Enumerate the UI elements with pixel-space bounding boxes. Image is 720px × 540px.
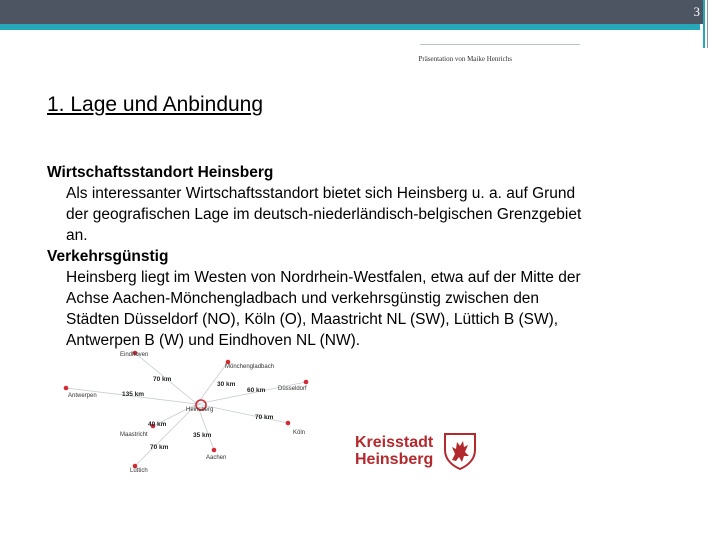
map-distance-label: 70 km xyxy=(255,414,274,421)
slide-number: 3 xyxy=(693,4,700,19)
map-distance-label: 70 km xyxy=(150,444,169,451)
map-dot-aachen xyxy=(212,448,217,453)
logo-line1: Kreisstadt xyxy=(355,434,434,451)
map-center-label: Heinsberg xyxy=(186,407,214,413)
presenter-label: Präsentation von Maike Henrichs xyxy=(418,55,512,63)
map-city-label: Antwerpen xyxy=(68,393,97,399)
map-city-label: Lüttich xyxy=(130,468,148,474)
top-bar xyxy=(0,0,704,24)
map-city-label: Eindhoven xyxy=(120,352,149,358)
map-city-label: Düsseldorf xyxy=(278,386,307,392)
map-city-label: Köln xyxy=(293,430,306,436)
map-distance-label: 135 km xyxy=(122,391,145,398)
section-line: an. xyxy=(66,227,88,244)
map-city-label: Aachen xyxy=(206,455,227,461)
slide-body xyxy=(47,162,687,350)
section-line: Als interessanter Wirtschaftsstandort bietet sich Heinsberg u. a. auf Grund xyxy=(66,185,576,202)
logo-line2: Heinsberg xyxy=(355,451,434,468)
distance-map xyxy=(60,346,340,476)
section-line: der geografischen Lage im deutsch-niederländisch-belgischen Grenzgebiet xyxy=(66,206,582,223)
map-city-label: Maastricht xyxy=(120,432,148,438)
map-distance-label: 60 km xyxy=(247,387,266,394)
map-distance-label: 70 km xyxy=(153,376,172,383)
accent-vertical-line xyxy=(703,0,705,48)
map-dot-duesseldorf xyxy=(304,380,309,385)
map-dot-koeln xyxy=(286,421,291,426)
accent-vertical-line-2 xyxy=(707,0,708,48)
section-line: Achse Aachen-Mönchengladbach und verkehrsgünstig zwischen den xyxy=(66,290,540,307)
section-heading: Verkehrsgünstig xyxy=(47,248,169,265)
header-divider xyxy=(420,44,580,45)
map-dot-antwerpen xyxy=(64,386,69,391)
accent-bar xyxy=(0,24,700,30)
map-distance-label: 40 km xyxy=(148,421,167,428)
map-distance-label: 30 km xyxy=(217,381,236,388)
coat-of-arms-icon xyxy=(443,432,477,470)
section-line: Heinsberg liegt im Westen von Nordrhein-Westfalen, etwa auf der Mitte der xyxy=(66,269,581,286)
map-city-label: Mönchengladbach xyxy=(225,364,275,370)
slide-title: 1. Lage und Anbindung xyxy=(47,93,264,116)
city-logo-text xyxy=(355,434,433,468)
section-line: Städten Düsseldorf (NO), Köln (O), Maastricht NL (SW), Lüttich B (SW), xyxy=(66,311,559,328)
map-distance-label: 35 km xyxy=(193,432,212,439)
section-heading: Wirtschaftsstandort Heinsberg xyxy=(47,164,274,181)
section-line: Antwerpen B (W) und Eindhoven NL (NW). xyxy=(66,332,361,349)
